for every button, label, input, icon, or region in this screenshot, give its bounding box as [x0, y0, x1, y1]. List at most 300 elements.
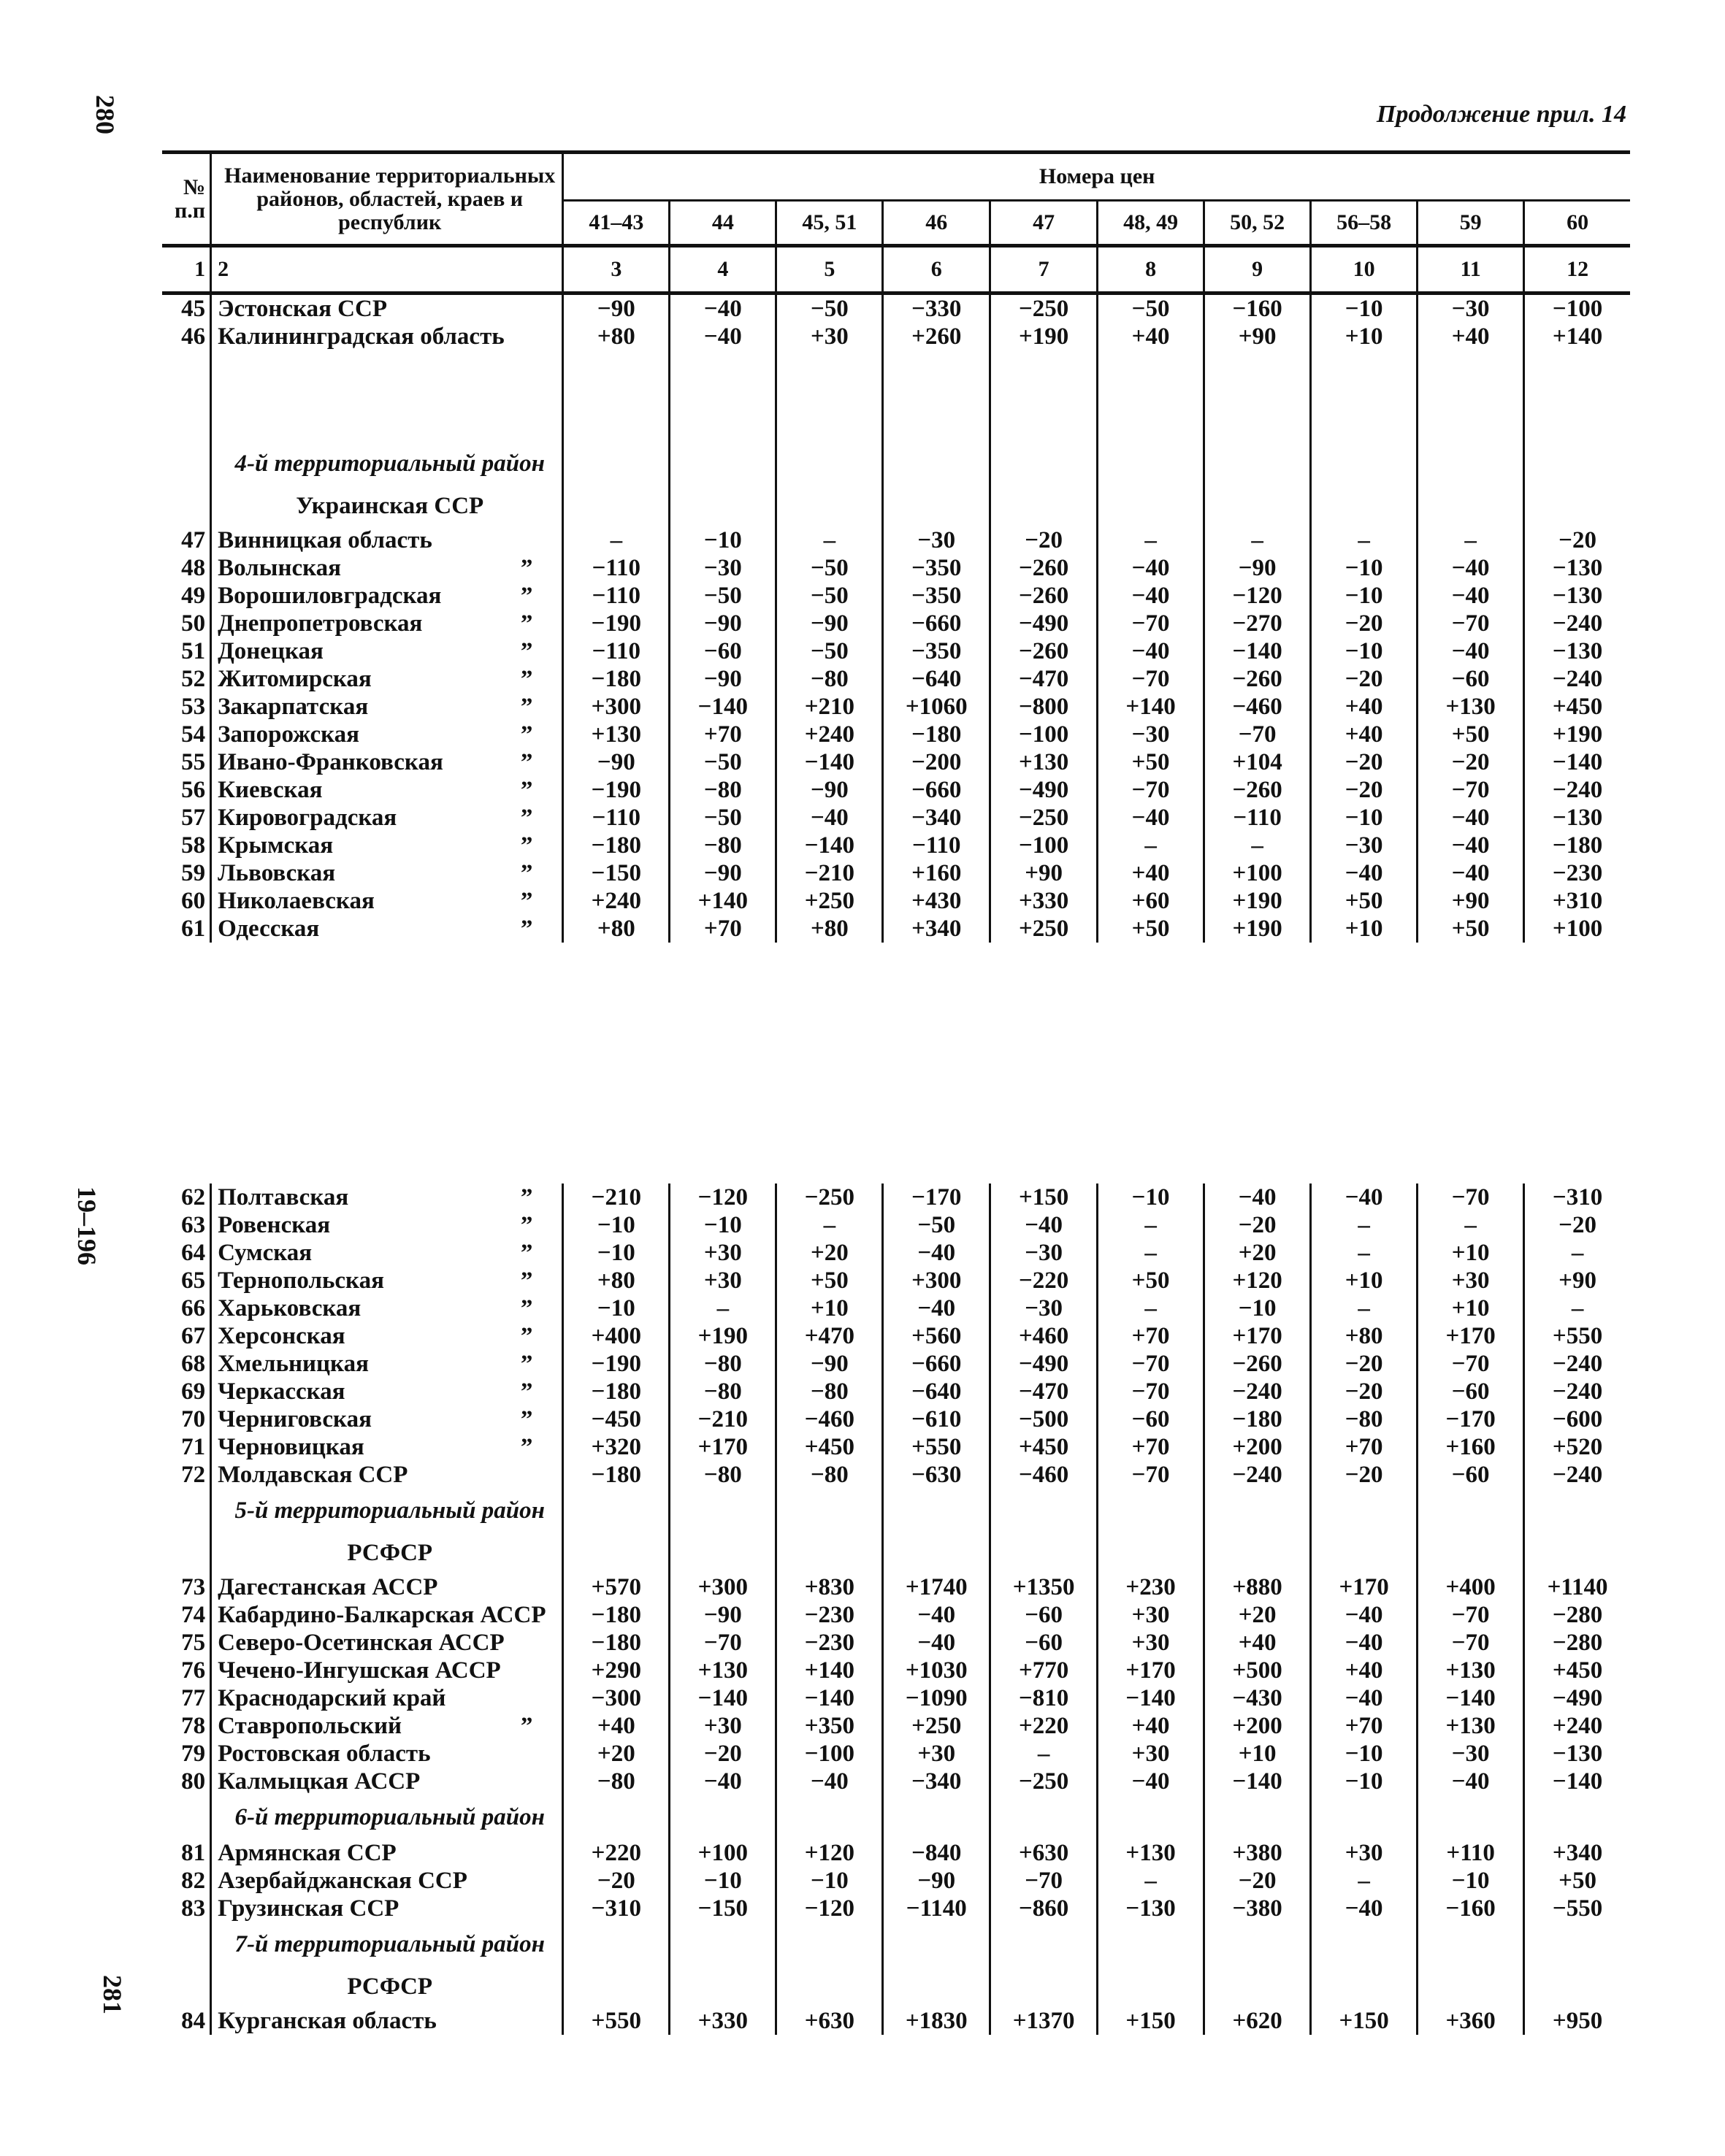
price-value: −80	[776, 1378, 883, 1405]
region-name: Черновицкая	[218, 1434, 364, 1460]
region-name-cell	[211, 1712, 563, 1740]
price-value: −20	[1558, 1212, 1596, 1238]
row-number: 70	[162, 1405, 211, 1433]
price-value: −240	[1552, 610, 1603, 637]
price-value: +330	[990, 887, 1098, 915]
price-value: +90	[1418, 887, 1524, 915]
price-value: +500	[1204, 1657, 1311, 1684]
price-value: −90	[670, 1601, 776, 1629]
price-value: −10	[563, 1294, 670, 1322]
price-value: +10	[1418, 1239, 1524, 1267]
price-value: −20	[1418, 748, 1524, 776]
price-value: −840	[883, 1839, 990, 1867]
ditto-mark: ”	[520, 777, 533, 803]
price-value: −60	[990, 1601, 1098, 1629]
region-name: Краснодарский край	[218, 1685, 446, 1711]
price-value: −10	[1311, 582, 1418, 610]
price-value: –	[1098, 832, 1204, 859]
empty-cell	[1311, 1922, 1418, 1966]
price-value: −80	[563, 1768, 670, 1795]
empty-cell	[563, 1922, 670, 1966]
price-value: −110	[563, 582, 670, 610]
price-value: −180	[883, 721, 990, 748]
page-gap	[162, 943, 1630, 1184]
price-value: +350	[776, 1712, 883, 1740]
ditto-mark: ”	[520, 555, 533, 581]
price-value: −310	[563, 1895, 670, 1922]
header-price-column: 59	[1418, 201, 1524, 246]
header-price-column: 56–58	[1311, 201, 1418, 246]
price-value: −40	[883, 1629, 990, 1657]
price-value: −10	[563, 1239, 670, 1267]
price-value: −20	[1311, 1461, 1418, 1489]
district-heading-row	[162, 1795, 1630, 1839]
empty-cell	[990, 486, 1098, 526]
price-value: +170	[1204, 1322, 1311, 1350]
row-number: 49	[162, 582, 211, 610]
price-value: –	[1311, 1239, 1418, 1267]
price-value: −130	[1552, 1741, 1603, 1767]
district-heading-row	[162, 1489, 1630, 1532]
price-value: +130	[1098, 1839, 1204, 1867]
price-value: −120	[1204, 582, 1311, 610]
price-value: +330	[670, 2007, 776, 2035]
region-name-cell	[211, 1768, 563, 1795]
price-value: +200	[1204, 1433, 1311, 1461]
empty-cell	[990, 1532, 1098, 1573]
republic-heading-row	[162, 1532, 1630, 1573]
republic-heading-row	[162, 1966, 1630, 2007]
price-value: −210	[563, 1184, 670, 1211]
ditto-mark: ”	[520, 1212, 533, 1238]
price-value: −40	[670, 1768, 776, 1795]
republic-heading: Украинская ССР	[211, 486, 563, 526]
price-value: +190	[990, 323, 1098, 350]
price-value: +40	[1098, 859, 1204, 887]
row-number: 58	[162, 832, 211, 859]
price-value: +140	[670, 887, 776, 915]
empty-cell	[990, 1795, 1098, 1839]
price-value: +300	[563, 693, 670, 721]
price-value: +550	[563, 2007, 670, 2035]
table-row	[162, 1461, 1630, 1489]
empty-cell	[1418, 1922, 1524, 1966]
price-value: −90	[670, 859, 776, 887]
price-value: −190	[563, 1350, 670, 1378]
empty-cell	[776, 1922, 883, 1966]
price-value: −40	[1418, 1768, 1524, 1795]
price-value: −1090	[883, 1684, 990, 1712]
region-name-cell	[211, 1433, 563, 1461]
price-value: +140	[1098, 693, 1204, 721]
table-body	[162, 294, 1630, 2036]
region-name-cell	[211, 1657, 563, 1684]
empty-cell	[883, 1922, 990, 1966]
price-value: −100	[990, 721, 1098, 748]
price-value: −250	[990, 804, 1098, 832]
price-value: −640	[883, 1378, 990, 1405]
empty-cell	[670, 1966, 776, 2007]
empty-cell	[670, 442, 776, 486]
price-value: +470	[776, 1322, 883, 1350]
price-value: +160	[1418, 1433, 1524, 1461]
price-value: −460	[990, 1461, 1098, 1489]
row-number: 60	[162, 887, 211, 915]
table-row	[162, 1405, 1630, 1433]
ditto-mark: ”	[520, 638, 533, 664]
empty-cell	[1098, 1922, 1204, 1966]
table-row	[162, 294, 1630, 323]
price-value: +1030	[883, 1657, 990, 1684]
row-number: 84	[162, 2007, 211, 2035]
price-value: +460	[990, 1322, 1098, 1350]
price-value: +100	[1552, 916, 1603, 942]
price-value: −20	[990, 526, 1098, 554]
price-value: –	[1571, 1295, 1584, 1321]
price-value: −170	[883, 1184, 990, 1211]
region-name: Волынская	[218, 555, 341, 581]
region-name: Грузинская ССР	[218, 1895, 399, 1922]
price-value: −60	[1418, 665, 1524, 693]
price-value: −240	[1204, 1378, 1311, 1405]
ditto-mark: ”	[520, 832, 533, 859]
price-value: −240	[1204, 1461, 1311, 1489]
price-value: −140	[670, 693, 776, 721]
row-number: 64	[162, 1239, 211, 1267]
region-name-cell	[211, 887, 563, 915]
price-value: +100	[670, 1839, 776, 1867]
empty-cell	[670, 1795, 776, 1839]
price-value: −240	[1552, 1462, 1603, 1488]
region-name: Кабардино-Балкарская АССР	[218, 1602, 546, 1628]
region-name-cell	[211, 637, 563, 665]
price-value: +40	[1098, 323, 1204, 350]
price-value: +340	[883, 915, 990, 943]
region-name-cell	[211, 526, 563, 554]
price-value: −10	[670, 526, 776, 554]
region-name-cell	[211, 1211, 563, 1239]
region-name-cell	[211, 1239, 563, 1267]
region-name-cell	[211, 693, 563, 721]
price-value: −210	[670, 1405, 776, 1433]
region-name-cell	[211, 804, 563, 832]
empty-cell	[162, 1489, 211, 1532]
row-number: 62	[162, 1184, 211, 1211]
empty-cell	[563, 1532, 670, 1573]
price-value: −800	[990, 693, 1098, 721]
price-value: +30	[670, 1267, 776, 1294]
table-row	[162, 915, 1630, 943]
price-value: −260	[1204, 776, 1311, 804]
empty-cell	[1098, 1966, 1204, 2007]
region-name-cell	[211, 1684, 563, 1712]
price-value: −180	[1552, 832, 1603, 859]
region-name-cell	[211, 1294, 563, 1322]
price-value: −640	[883, 665, 990, 693]
price-value: −10	[1311, 1740, 1418, 1768]
region-name-cell	[211, 665, 563, 693]
row-number: 65	[162, 1267, 211, 1294]
price-value: +80	[776, 915, 883, 943]
republic-heading-row	[162, 486, 1630, 526]
region-name: Армянская ССР	[218, 1840, 397, 1866]
ditto-mark: ”	[520, 1323, 533, 1349]
price-value: −40	[1311, 859, 1418, 887]
table-row	[162, 582, 1630, 610]
price-value: −60	[670, 637, 776, 665]
table-row	[162, 1322, 1630, 1350]
table-row	[162, 1657, 1630, 1684]
price-value: +340	[1552, 1840, 1603, 1866]
price-value: −260	[1204, 665, 1311, 693]
price-value: −250	[776, 1184, 883, 1211]
price-value: −180	[563, 1461, 670, 1489]
price-value: +520	[1552, 1434, 1603, 1460]
empty-cell	[1204, 1795, 1311, 1839]
price-value: −240	[1552, 1351, 1603, 1377]
empty-cell	[563, 1489, 670, 1532]
empty-cell	[1524, 1795, 1630, 1839]
row-number: 75	[162, 1629, 211, 1657]
ditto-mark: ”	[520, 1434, 533, 1460]
table-row	[162, 1350, 1630, 1378]
region-name: Винницкая область	[218, 527, 432, 553]
price-value: +40	[1311, 1657, 1418, 1684]
price-value: +50	[1558, 1868, 1596, 1894]
price-value: +130	[563, 721, 670, 748]
empty-cell	[1204, 1966, 1311, 2007]
price-value: −180	[563, 1601, 670, 1629]
price-value: +220	[990, 1712, 1098, 1740]
table-row	[162, 1768, 1630, 1795]
column-index: 5	[776, 246, 883, 294]
price-value: −80	[776, 665, 883, 693]
price-value: −120	[776, 1895, 883, 1922]
table-row	[162, 2007, 1630, 2035]
signature-mark: 19–196	[72, 1186, 102, 1265]
empty-cell	[1311, 442, 1418, 486]
price-value: −110	[883, 832, 990, 859]
price-value: +50	[776, 1267, 883, 1294]
price-value: −180	[563, 1378, 670, 1405]
price-value: −30	[1418, 294, 1524, 323]
price-value: −40	[1418, 582, 1524, 610]
row-number: 63	[162, 1211, 211, 1239]
price-value: –	[1571, 1240, 1584, 1266]
price-value: +880	[1204, 1573, 1311, 1601]
price-value: +630	[776, 2007, 883, 2035]
price-value: –	[1098, 1211, 1204, 1239]
price-value: +190	[1204, 887, 1311, 915]
table-row	[162, 1712, 1630, 1740]
price-value: −340	[883, 804, 990, 832]
price-value: +120	[1204, 1267, 1311, 1294]
ditto-mark: ”	[520, 749, 533, 775]
price-value: −50	[776, 294, 883, 323]
price-value: +50	[1098, 915, 1204, 943]
empty-cell	[883, 1532, 990, 1573]
price-value: −90	[1204, 554, 1311, 582]
empty-cell	[670, 486, 776, 526]
price-value: –	[776, 526, 883, 554]
empty-cell	[776, 1795, 883, 1839]
header-price-column: 50, 52	[1204, 201, 1311, 246]
region-name: Херсонская	[218, 1323, 345, 1349]
empty-cell	[563, 1966, 670, 2007]
empty-cell	[563, 486, 670, 526]
ditto-mark: ”	[520, 694, 533, 720]
price-value: −180	[1204, 1405, 1311, 1433]
price-value: −40	[1098, 554, 1204, 582]
region-name: Кировоградская	[218, 805, 397, 831]
price-value: −10	[776, 1867, 883, 1895]
price-value: −10	[1098, 1184, 1204, 1211]
price-value: +250	[883, 1712, 990, 1740]
price-value: +150	[1311, 2007, 1418, 2035]
price-value: −50	[670, 748, 776, 776]
price-value: −70	[1204, 721, 1311, 748]
header-price-column: 47	[990, 201, 1098, 246]
table-row	[162, 526, 1630, 554]
table-row	[162, 1211, 1630, 1239]
empty-cell	[162, 1795, 211, 1839]
header-price-column: 41–43	[563, 201, 670, 246]
price-value: –	[563, 526, 670, 554]
region-name: Запорожская	[218, 721, 359, 748]
price-value: +10	[1418, 1294, 1524, 1322]
district-heading: 4-й территориальный район	[211, 442, 563, 486]
region-name: Львовская	[218, 860, 336, 886]
price-value: +10	[1311, 915, 1418, 943]
price-value: −230	[776, 1601, 883, 1629]
row-number: 73	[162, 1573, 211, 1601]
region-name-cell	[211, 1405, 563, 1433]
price-value: +70	[1311, 1712, 1418, 1740]
column-index: 11	[1418, 246, 1524, 294]
table-row	[162, 554, 1630, 582]
column-index: 8	[1098, 246, 1204, 294]
row-number: 81	[162, 1839, 211, 1867]
price-value: −70	[670, 1629, 776, 1657]
row-number: 69	[162, 1378, 211, 1405]
empty-cell	[1418, 1532, 1524, 1573]
row-number: 76	[162, 1657, 211, 1684]
row-number: 59	[162, 859, 211, 887]
price-value: −30	[1418, 1740, 1524, 1768]
price-value: −550	[1552, 1895, 1603, 1922]
column-index: 2	[211, 246, 563, 294]
region-name-cell	[211, 915, 563, 943]
price-value: +130	[1418, 693, 1524, 721]
header-price-group: Номера цен	[563, 153, 1630, 201]
price-value: −310	[1552, 1184, 1603, 1211]
table-row	[162, 859, 1630, 887]
price-value: −60	[990, 1629, 1098, 1657]
ditto-mark: ”	[520, 610, 533, 637]
price-value: –	[776, 1211, 883, 1239]
row-number: 61	[162, 915, 211, 943]
price-value: −460	[1204, 693, 1311, 721]
price-value: +50	[1311, 887, 1418, 915]
price-value: −40	[1311, 1629, 1418, 1657]
region-name: Сумская	[218, 1240, 313, 1266]
price-value: −30	[670, 554, 776, 582]
price-value: +360	[1418, 2007, 1524, 2035]
price-value: +400	[563, 1322, 670, 1350]
header-column-indices	[162, 246, 1630, 294]
price-value: −50	[670, 804, 776, 832]
table-row	[162, 665, 1630, 693]
price-value: +200	[1204, 1712, 1311, 1740]
price-value: −80	[1311, 1405, 1418, 1433]
price-value: −20	[1311, 1378, 1418, 1405]
price-value: −40	[1418, 804, 1524, 832]
price-value: −180	[563, 832, 670, 859]
price-value: –	[1098, 1867, 1204, 1895]
price-value: −30	[883, 526, 990, 554]
price-value: −20	[670, 1740, 776, 1768]
price-value: −450	[563, 1405, 670, 1433]
empty-cell	[162, 1532, 211, 1573]
region-name-cell	[211, 776, 563, 804]
price-value: −230	[1552, 860, 1603, 886]
region-name-cell	[211, 323, 563, 350]
price-value: +450	[990, 1433, 1098, 1461]
empty-cell	[1524, 1532, 1630, 1573]
region-name: Эстонская ССР	[218, 296, 387, 322]
price-value: +770	[990, 1657, 1098, 1684]
region-name-cell	[211, 1573, 563, 1601]
price-value: −140	[776, 832, 883, 859]
price-value: +130	[670, 1657, 776, 1684]
empty-cell	[990, 1489, 1098, 1532]
price-value: −70	[1418, 1601, 1524, 1629]
price-value: +620	[1204, 2007, 1311, 2035]
price-value: −40	[1098, 1768, 1204, 1795]
price-value: −70	[1098, 610, 1204, 637]
region-name: Николаевская	[218, 888, 375, 914]
header-price-column: 44	[670, 201, 776, 246]
price-value: +104	[1204, 748, 1311, 776]
price-value: +450	[1552, 694, 1603, 720]
region-name-cell	[211, 1629, 563, 1657]
price-value: −230	[776, 1629, 883, 1657]
price-value: −140	[1204, 637, 1311, 665]
price-value: +240	[563, 887, 670, 915]
price-value: +30	[1098, 1740, 1204, 1768]
empty-cell	[776, 442, 883, 486]
price-value: −10	[1311, 804, 1418, 832]
region-name: Житомирская	[218, 666, 372, 692]
empty-cell	[1418, 442, 1524, 486]
price-value: +950	[1552, 2008, 1603, 2034]
price-value: +320	[563, 1433, 670, 1461]
price-value: +40	[1311, 693, 1418, 721]
row-number: 48	[162, 554, 211, 582]
price-value: +160	[883, 859, 990, 887]
empty-cell	[670, 1532, 776, 1573]
price-value: –	[1204, 526, 1311, 554]
price-value: −220	[990, 1267, 1098, 1294]
price-value: +90	[1204, 323, 1311, 350]
price-value: −70	[1098, 1350, 1204, 1378]
price-value: +70	[1311, 1433, 1418, 1461]
price-value: +10	[1311, 1267, 1418, 1294]
price-value: −40	[1098, 804, 1204, 832]
price-value: −190	[563, 776, 670, 804]
price-value: −90	[670, 610, 776, 637]
price-value: −150	[563, 859, 670, 887]
